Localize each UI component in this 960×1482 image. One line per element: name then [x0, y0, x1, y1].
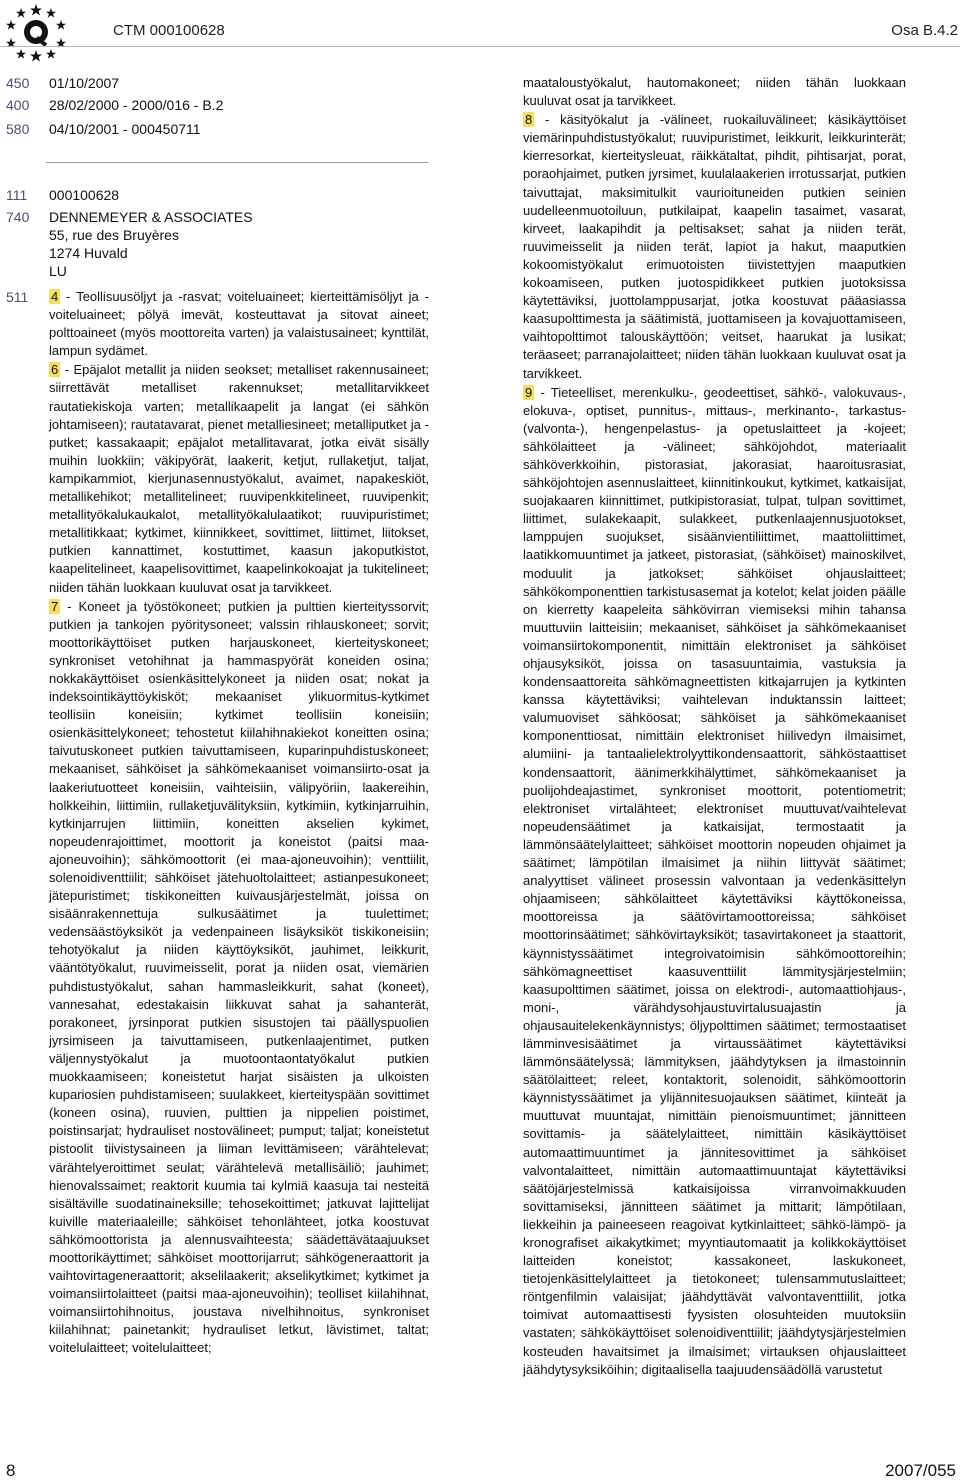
bib-value: 01/10/2007 [49, 75, 120, 91]
bib-code: 580 [6, 121, 30, 137]
bib-value: 1274 Huvald [49, 245, 128, 261]
goods-classes-left-column [49, 288, 429, 1359]
class-entry [523, 111, 906, 382]
goods-classes-right-column [523, 74, 906, 1380]
bib-separator [46, 162, 428, 163]
class-number: 4 [51, 289, 59, 304]
header-divider [0, 46, 960, 47]
bib-code: 111 [6, 187, 28, 203]
bib-value: LU [49, 263, 67, 279]
class-description: - Teollisuusöljyt ja -rasvat; voiteluaineet; kierteittämisöljyt ja -voiteluaineet; pölyä imevät, kosteuttavat ja sitovat aineet; polttoaineet (myös moottoreita varten) ja valaistusaineet; kynttilät, lampun sydämet. [49, 289, 429, 359]
bib-code: 400 [6, 97, 30, 113]
bib-value: 55, rue des Bruyères [49, 227, 179, 243]
class-entry-continued [523, 74, 906, 110]
class-description: - Epäjalot metallit ja niiden seokset; metalliset rakennusaineet; siirrettävät metalliset rakennukset; metallitarvikkeet rautatiekiskoja varten; metallikaapelit ja langat (ei sähkön johtamiseen); rautatavarat, pienet metalliesineet; metalliputket ja -putket; kassakaapit; epäjalot metallitavarat, jotka eivät sisälly muihin luokkiin; väkipyörät, laakerit, ketjut, rullaketjut, taljat, kampikammiot, kierjunasennustyökalut, avaimet, napakeskiöt, metallikehikot; metallitelineet; ruuvipenkkitelineet, ruuvipenkit; metallityökalukaukalot, metallityökalulaatikot; ruuvipuristimet; metallitikkaat; kytkimet, kiinnikkeet, sovittimet, liittimet, liitokset, putkien kannattimet, kostuttimet, kaasun jakoputkistot, kaapelitelineet, kaapelisovittimet, kaapelinkokoajat ja tukitelineet; niiden tähän luokkaan kuuluvat osat ja tarvikkeet. [49, 362, 429, 595]
bib-value: 000100628 [49, 187, 120, 203]
class-number: 9 [525, 384, 533, 400]
class-entry [49, 361, 429, 596]
eu-stars-logo [4, 2, 68, 62]
bib-value: 04/10/2001 - 000450711 [49, 121, 201, 137]
bib-value: 28/02/2000 - 2000/016 - B.2 [49, 97, 224, 113]
bib-value: DENNEMEYER & ASSOCIATES [49, 209, 253, 225]
bib-code: 740 [6, 209, 30, 225]
class-entry [49, 288, 429, 360]
class-number: 8 [525, 112, 533, 128]
class-description: maataloustyökalut, hautomakoneet; niiden tähän luokkaan kuuluvat osat ja tarvikkeet. [523, 75, 906, 109]
document-title: CTM 000100628 [113, 22, 225, 39]
page-reference: Osa B.4.2 [891, 22, 958, 39]
bib-code: 511 [6, 289, 29, 305]
class-entry [523, 384, 906, 1379]
class-entry [49, 598, 429, 1358]
class-number: 6 [51, 362, 59, 378]
issue-number: 2007/055 [885, 1461, 956, 1480]
bib-code: 450 [6, 75, 30, 91]
class-description: - Koneet ja työstökoneet; putkien ja pulttien kierteityssorvit; putkien ja tankojen pyöritysoneet; valssin rihlauskoneet; sorvit; moottorikäyttöiset putken harjauskoneet, kierteityskoneet; synkroniset vetohihnat ja hammaspyörät koneiden osina; nokkakäyttöiset osienkäsittelykoneet ja niiden osat; nokat ja indeksointikäyttöykisköt; mekaaniset ylikuormitus-kytkimet teollisiin koneisiin; kytkimet teollisiin koneisiin; osienkäsittelykoneet; tehostetut kiilahihnakiekot koneitten osina; taivutuskoneet putkien taivuttamiseen, kuparinpuhdistuskoneet; mekaaniset, sähköiset ja sähkömekaaniset voimansiirto-osat ja laakeriutuotteet koneisiin, vaihteisiin, välipyöriin, laakereihin, holkkeihin, liittimiin, rullaketjuvälityksiin, kytkimiin, kytkinjarruihin, kytkinjarrujen liittimiin, koneitten akselien kykimet, nopeudenrajoittimet, moottorit ja koneistot (paitsi maa-ajoneuvoihin); sähkömoottorit (ei maa-ajoneuvoihin); venttiilit, solenoidiventtiilit; sähköiset jätehuoltolaitteet; astianpesukoneet; jätepuristimet; tiskikoneitten kuivausjärjestelmät, joissa on sisäänrakennettuja sulkusäätimet ja tuulettimet; vedensäästöyksiköt ja vedenpaineen lisäyksiköt tiskikoneisiin; tehotyökalut ja niiden käyttöyksiköt, jauhimet, leikkurit, vääntötyökalut, ruuvimeisselit, porat ja niiden osat, viemärien puhdistustyökalut, sahan hammasleikkurit, sahat (koneet), vannesahat, edestakaisin liikkuvat sahat ja sahanterät, porakoneet, jyrsinporat putkien sisustojen tai päällyspuolien jyrsimiseen ja taivuttamiseen, putkenlaajentimet, putken väljennystyökalut ja muotoontaontatyökalut putkien muokkaamiseen; koneistetut harjat sisäisten ja ulkoisten kupariosien puhdistamiseen; suulakkeet, kierteityspään sovittimet (koneen osina), ruuvien, pulttien ja nippelien poistimet, poistinsarjat; hydrauliset nostovälineet; pumput; taljat; koneistetut pistoolit tiivistysaineen ja liiman levittämiseen; värähtelevat; värähtelyeroittimet seulat; värähtelevä metallisäiliö; jauhimet; hienovalssaimet; reaktorit kuumia tai kylmiä kaasuja tai nesteitä sisältäville suodatinaineksille; tehosekoittimet; jatkuvat lajittelijat kuiville materiaaleille; sähköiset tehonlähteet, jotka koostuvat sähkömoottorista ja alennusvaihteesta; säädettävätaajuukset moottorikäyttimet; sähköiset moottorijarrut; sähkögeneraattorit ja vaihtovirtageneraattorit; akselilaakerit; akselikytkimet; kytkimet ja voimansiirtolaitteet (paitsi maa-ajoneuvoihin); teolliset kiilahihnat, voimansiirtohihnoitus, joustava nivelhihnoitus, synkroniset kiilahihnat; painetankit; hydrauliset letkut, lävistimet, taltat; voitelulaitteet; voitelulaitteet; [49, 598, 429, 1356]
class-description: - käsityökalut ja -välineet, ruokailuvälineet; käsikäyttöiset viemärinpuhdistustyökalut; ruuvipuristimet, leikkurit, leikkurinterät; kierresorkat, kierteitysleuat, räikkätaltat, pihdit, pihtisarjat, porat, poraohjaimet, putken jyrsimet, kuulalaakerien irrotussarjat, putkien taivuttajat, maksimitulkit vaurioituneiden putkien seinien uudelleenmuotoiluun, putkilaipat, kaapelin tasaimet, vasarat, kirveet, laakapihdit ja peltisakset; sahat ja niiden terät, ruuvimeisselit ja niiden terät, lapiot ja hakut, maaputkien kokoomistyökalut erimuotoisten tiivistettyjen maaputkien kokoamiseen, putken juotospidikkeet putkien juotoksissa käytettäviksi, juottolamppusarjat, jotka koostuvat pääasiassa kaasupolttimesta ja säätimistä, juottamiseen ja kovajuottamiseen, vaihtopolttimot talouskäyttöön; veitset, haarukat ja lusikat; teräaseet; parranajolaitteet; niiden tähän luokkaan kuuluvat osat ja tarvikkeet. [523, 112, 906, 381]
page-number: 8 [6, 1461, 16, 1480]
class-description: - Tieteelliset, merenkulku-, geodeettiset, sähkö-, valokuvaus-, elokuva-, optiset, punnitus-, mittaus-, merkinanto-, tarkastus- (valvonta-), hengenpelastus- ja opetuslaitteet ja -kojeet; sähkölaitteet ja -välineet; sähköjohdot, materiaalit sähköverkkoihin, pistorasiat, jakorasiat, haaroitusrasiat, sähköjohtojen asennuslaitteet, kiinnitinkoukut, kytkimet, katkaisijat, suojakaaren kiinnittimet, putkipistorasiat, tulpat, tulpan sovittimet, liittimet, sulakekaapit, sulakkeet, putkenlaajennusjuotokset, lamppujen suojukset, sisäänvientiliittimet, maattoliittimet, laatikkomuuntimet ja jatkeet, pistorasiat, (sähköiset) mainoskilvet, moduulit ja jatkokset; sähköiset ohjauslaitteet; sähkökomponenttien tarkistusasemat ja kotelot; kelat joiden päälle on kierretty kaapeleita sähkövirran viemiseksi mihin tahansa muuttuviin laitteisiin; mekaaniset, sähköiset ja sähkömekaaniset voimansiirtokomponentit, nimittäin elektroniset ja sähköiset ohjausyksiköt, joissa on tasasuuntaimia, vastuksia ja kondensaattoreita sähkömagneettisten kitkajarrujen ja kytkinten kanssa käytettäviksi; vaihtelevan induktanssin laitteet; valumuoviset sähköosat; sähköiset ja sähkömekaaniset komponenttiosat, nimittäin elektroniset hiilivedyn ilmaisimet, alumiini- ja tantaalielektrolyyttikondensaattorit, sähköstaattiset kondensaattorit, äänimerkkihälyttimet, sähkömekaaniset ja puolijohdeajastimet, synkroniset moottorit, potentiometrit; elektroniset virtalähteet; elektroniset muuttuvat/vaihtelevat nopeudensäätimet ja katkaisijat, termostaatit ja lämmönsäätelylaitteet; sähköiset moottorin nopeuden ohjaimet ja säätimet; lämpötilan ilmaisimet ja niihin liittyvät säätimet; analyyttiset välineet prosessin valvontaan ja vedenkäsittelyn ohjaamiseen; sähkölaitteet käytettäviksi käyttökoneissa, moottoreissa ja säätövirtamoottoreissa; sähköiset moottorinsäätimet; sähkövirtayksiköt; tasavirtakoneet ja staattorit, käynnistyssäätimet integroivatoimisin sähkömoottoreihin; sähkömagneettiset kaasuventtiilit lämmitysjärjestelmiin; kaasupolttimen säätimet, joissa on elektrodi-, automaattiohjaus-, moni-, värähdysohjaustuvirtalusuajastin ja ohjausauitelekenkäynnistys; öljypolttimen säätimet; termostaatiset lämminvesisäätimet ja virtaussäätimet käytettäviksi lämmönsäätelyssä; lämmityksen, jäähdytyksen ja ilmastoinnin säätölaitteet; releet, kontaktorit, solenoidit, sähkömoottorin käynnistyssäätimet ja ylijännitesuojauksen säätimet, kiinteät ja muuttuvat muuntajat, nimittäin pienoismuuntimet; jännitteen sovittamis- ja säätelylaitteet, nimittäin käsikäyttöiset automaattimuuntimet ja jännitesovittimet ja sähköiset valvontalaitteet, nimittäin automaattimuuntajat käytettäviksi säätöjärjestelmissä katkaisijoissa virranvoimakkuuden sovittamiseksi, jännitteen säätimet ja mittarit; lämpötilaan, liekkeihin ja paineeseen reagoivat kytkinlaitteet; sähkö-lämpö- ja kronografiset aikakytkimet; myyntiautomaatit ja kolikkokäyttöiset laitteiden koneistot; kassakoneet, laskukoneet, tietojenkäsittelylaitteet ja tietokoneet; tulensammutuslaitteet; röntgenfilmin valaisijat; jäähdyttävät valvontaventtiilit, jotka toimivat automaattisesti fyysisten olosuhteiden muutoksiin vastaten; sähkökäyttöiset solenoidiventtiilit; jäähdytysjärjestelmien kosteuden havaitsimet ja ilmaisimet; virtauksen ohjauslaitteet jäähdytysyksiköihin; digitaalisella taajuudensäädöllä varustetut [523, 384, 906, 1377]
class-number: 7 [51, 598, 59, 614]
